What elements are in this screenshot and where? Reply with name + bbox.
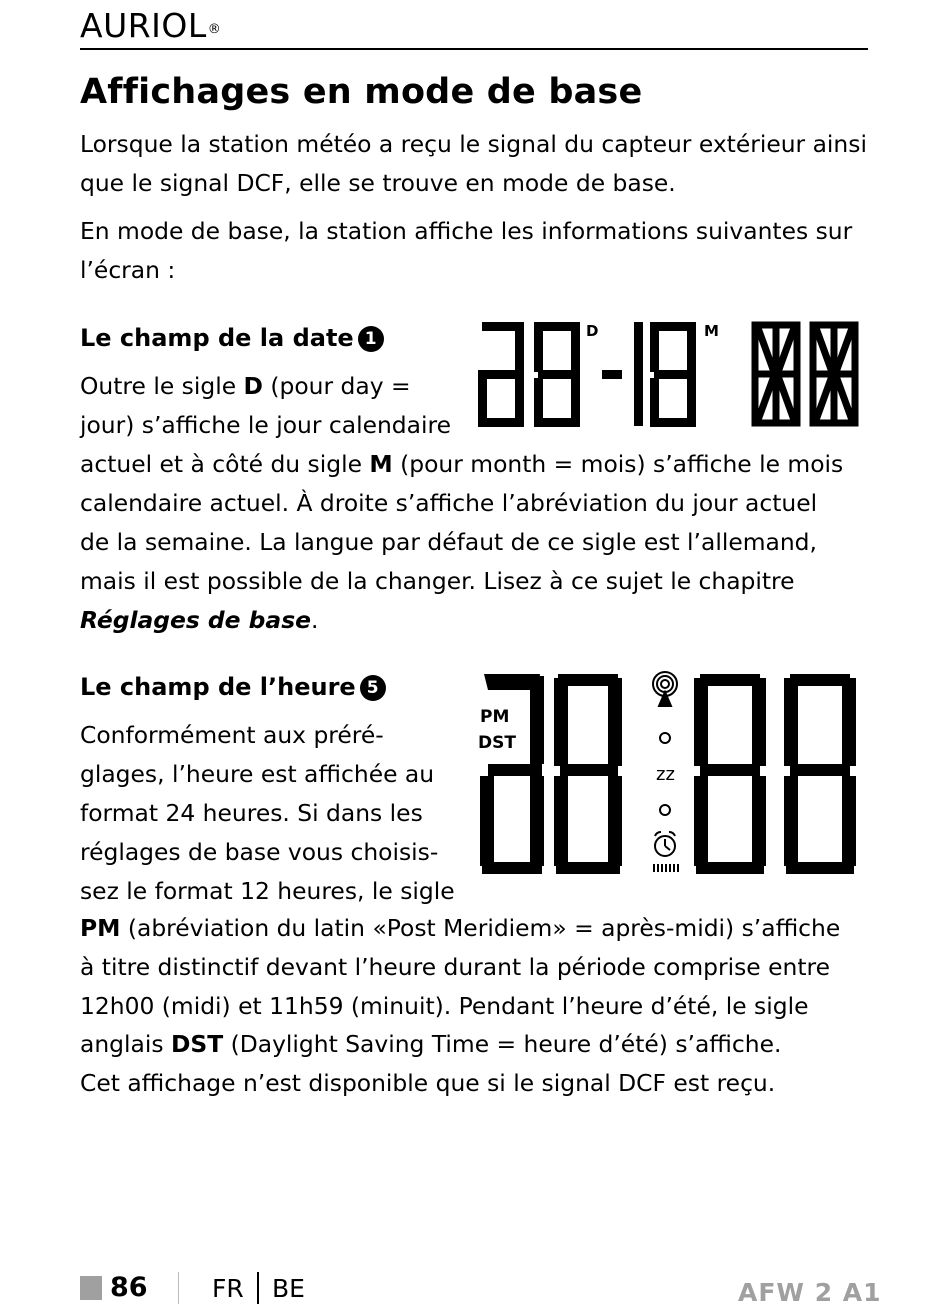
footer-divider (257, 1272, 259, 1304)
header-rule (80, 48, 868, 50)
colon-dot-icon (660, 805, 670, 815)
callout-badge: 5 (360, 675, 386, 701)
date-text-line: calendaire actuel. À droite s’affiche l’abréviation du jour actuel (80, 489, 818, 517)
date-text-line: de la semaine. La langue par défaut de ce sigle est l’allemand, (80, 528, 817, 556)
time-text-line: anglais DST (Daylight Saving Time = heure d’été) s’affiche. (80, 1030, 782, 1058)
footer-divider (178, 1272, 179, 1304)
time-text-line: Conformément aux préré- (80, 721, 384, 749)
radio-signal-icon (653, 672, 677, 706)
footer-lang-be: BE (272, 1274, 305, 1303)
date-month-digits (634, 322, 696, 427)
battery-bars-icon (653, 864, 679, 872)
time-text-line: Cet affichage n’est disponible que si le signal DCF est reçu. (80, 1069, 776, 1097)
alarm-clock-icon (655, 832, 675, 856)
date-text-line: jour) s’affiche le jour calendaire (80, 411, 451, 439)
pm-label: PM (480, 707, 510, 727)
time-section-heading: Le champ de l’heure 5 (80, 670, 386, 704)
time-lcd-display (474, 668, 870, 880)
page-number: 86 (110, 1272, 148, 1303)
date-lcd-display (474, 318, 870, 434)
date-section-heading: Le champ de la date 1 (80, 321, 384, 355)
snooze-label: zz (656, 764, 675, 785)
time-text-line: sez le format 12 heures, le sigle (80, 877, 455, 905)
date-text-line: Réglages de base. (80, 606, 319, 634)
minute-digits (694, 674, 856, 874)
model-number: AFW 2 A1 (738, 1278, 882, 1307)
time-text-line: PM (abréviation du latin «Post Meridiem» = après-midi) s’affiche (80, 914, 841, 942)
time-text-line: 12h00 (midi) et 11h59 (minuit). Pendant l’heure d’été, le sigle (80, 992, 809, 1020)
page-title: Affichages en mode de base (80, 72, 643, 112)
date-text-line: Outre le sigle D (pour day = (80, 372, 411, 400)
date-day-digits (478, 322, 580, 427)
time-text-line: format 24 heures. Si dans les (80, 799, 423, 827)
date-text-line: mais il est possible de la changer. Lisez à ce sujet le chapitre (80, 567, 795, 595)
date-text-line: actuel et à côté du sigle M (pour month = mois) s’affiche le mois (80, 450, 844, 478)
footer-marker (80, 1276, 102, 1300)
dst-label: DST (478, 733, 516, 753)
day-label: D (586, 322, 599, 340)
colon-dot-icon (660, 733, 670, 743)
intro-paragraph-1: Lorsque la station météo a reçu le signal du capteur extérieur ainsi que le signal DCF, elle se trouve en mode de base. (80, 130, 867, 197)
brand-logo: AURIOL® (80, 6, 222, 45)
month-label: M (704, 322, 719, 340)
weekday-starburst (755, 325, 855, 423)
footer-lang-fr: FR (212, 1274, 244, 1303)
date-dash (602, 370, 622, 379)
time-text-line: réglages de base vous choisis- (80, 838, 439, 866)
intro-paragraph-2: En mode de base, la station affiche les informations suivantes sur l’écran : (80, 217, 853, 284)
time-text-line: glages, l’heure est affichée au (80, 760, 435, 788)
time-text-line: à titre distinctif devant l’heure durant la période comprise entre (80, 953, 830, 981)
hour-digits (480, 674, 622, 874)
callout-badge: 1 (358, 326, 384, 352)
